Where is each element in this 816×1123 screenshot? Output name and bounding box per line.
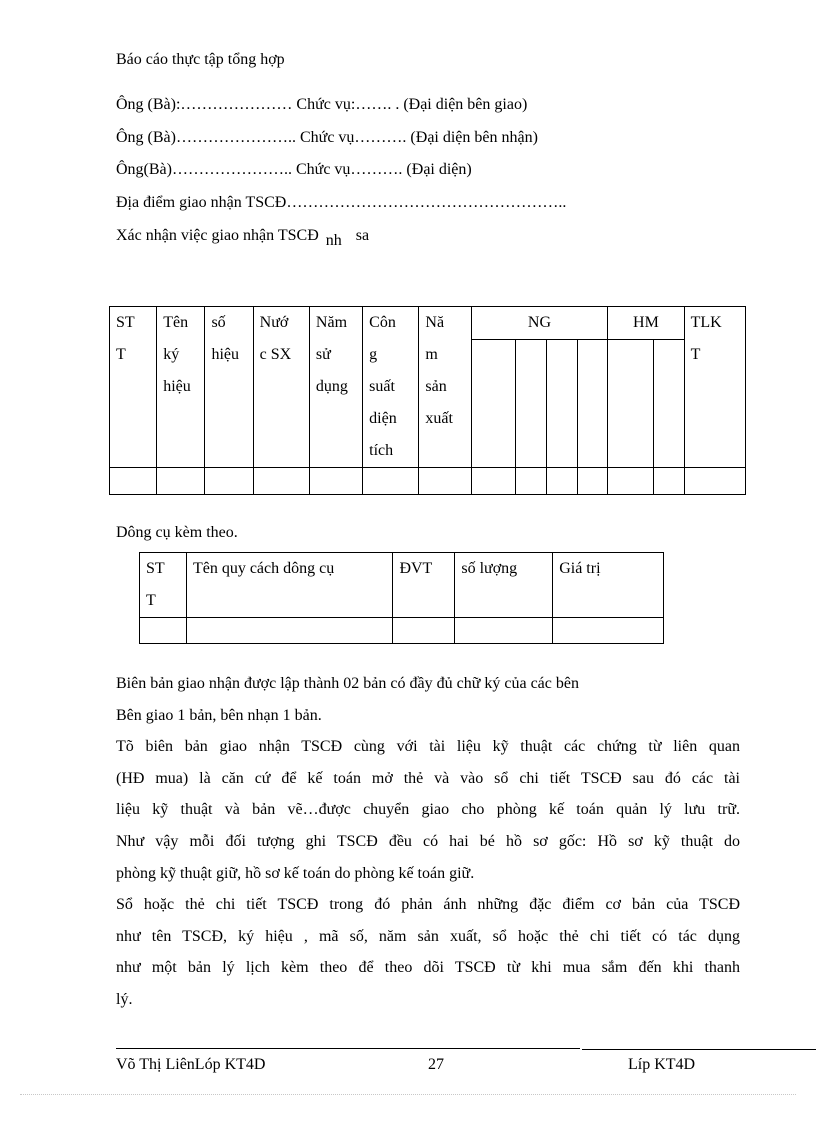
body-line: (HĐ mua) là căn cứ để kế toán mở thẻ và vào sổ chi tiết TSCĐ sau đó các tài (116, 769, 740, 787)
table-cell (309, 468, 362, 495)
body-line: phòng kỹ thuật giữ, hồ sơ kế toán do phòng kế toán giữ. (116, 864, 475, 882)
footer-rule-left (116, 1048, 580, 1049)
body-line: Bên giao 1 bản, bên nhạn 1 bản. (116, 706, 322, 724)
table-cell (578, 468, 608, 495)
body-line: lý. (116, 990, 133, 1008)
table-cell (363, 468, 419, 495)
th2-so-luong: số lượng (455, 553, 553, 618)
th-ng: NG (471, 307, 608, 340)
th2-stt: ST T (140, 553, 187, 618)
table-cell (205, 468, 253, 495)
ng-sub-cell (515, 340, 546, 468)
page-header: Báo cáo thực tập tổng hợp (116, 51, 285, 68)
footer-page-number: 27 (428, 1056, 444, 1073)
th-nam-san-xuat: Nă m sản xuất (419, 307, 471, 468)
table-cell (684, 468, 745, 495)
th-cong-suat: Côn g suất diện tích (363, 307, 419, 468)
th-ten-ky-hieu: Tên ký hiệu (157, 307, 205, 468)
table-cell (393, 618, 455, 644)
th-so-hieu: số hiệu (205, 307, 253, 468)
th-stt: ST T (110, 307, 157, 468)
table-cell (654, 468, 684, 495)
table-cell (455, 618, 553, 644)
table-cell (253, 468, 309, 495)
party-nhan-line: Ông (Bà)………………….. Chức vụ………. (Đại diện bên nhận) (116, 129, 538, 146)
hm-sub-cell (654, 340, 684, 468)
th-nam-su-dung: Năm sử dụng (309, 307, 362, 468)
tools-label: Dông cụ kèm theo. (116, 524, 238, 541)
confirmation-suffix-a: nh (325, 232, 342, 249)
body-line: Tõ biên bản giao nhận TSCĐ cùng với tài liệu kỹ thuật các chứng từ liên quan (116, 738, 740, 756)
table-cell (608, 468, 654, 495)
table-cell (157, 468, 205, 495)
ng-sub-cell (546, 340, 577, 468)
table-cell (515, 468, 546, 495)
table-cell (186, 618, 393, 644)
body-line: như tên TSCĐ, ký hiệu , mã số, năm sản xuất, sổ hoặc thẻ chi tiết có tác dụng (116, 927, 740, 945)
table-cell (553, 618, 664, 644)
body-line: Sổ hoặc thẻ chi tiết TSCĐ trong đó phản ánh những đặc điểm cơ bản của TSCĐ (116, 896, 740, 914)
body-line: như một bản lý lịch kèm theo để theo dõi TSCĐ từ khi mua sắm đến khi thanh (116, 959, 740, 977)
ng-sub-cell (471, 340, 515, 468)
location-line: Địa điểm giao nhận TSCĐ…………………………………………….. (116, 194, 567, 211)
party-giao-line: Ông (Bà):………………… Chức vụ:……. . (Đại diện bên giao) (116, 96, 528, 113)
table-cell (140, 618, 187, 644)
th-tlkt: TLK T (684, 307, 745, 468)
body-line: Biên bản giao nhận được lập thành 02 bản có đầy đủ chữ ký của các bên (116, 675, 579, 692)
th2-ten-quy-cach: Tên quy cách dông cụ (186, 553, 393, 618)
body-text (116, 668, 740, 1016)
table-cell (546, 468, 577, 495)
tools-table (139, 552, 664, 644)
body-line: liệu kỹ thuật và bản vẽ…được chuyển giao cho phòng kế toán quản lý lưu trữ. (116, 801, 740, 819)
th-hm: HM (608, 307, 684, 340)
confirmation-line (116, 227, 370, 249)
th2-dvt: ĐVT (393, 553, 455, 618)
th2-gia-tri: Giá trị (553, 553, 664, 618)
confirmation-suffix-b: sa (355, 227, 370, 244)
th-nuoc-sx: Nướ c SX (253, 307, 309, 468)
hm-sub-cell (608, 340, 654, 468)
party-representative-line: Ông(Bà)………………….. Chức vụ………. (Đại diện) (116, 161, 472, 178)
ng-sub-cell (578, 340, 608, 468)
table-cell (110, 468, 157, 495)
table-cell (471, 468, 515, 495)
page-bottom-dotted-line (20, 1094, 796, 1095)
confirmation-text: Xác nhận việc giao nhận TSCĐ (116, 227, 319, 244)
footer-class: Líp KT4D (628, 1056, 696, 1073)
footer-rule-right (582, 1049, 816, 1050)
table-cell (419, 468, 471, 495)
tscd-table (109, 306, 746, 495)
body-line: Như vậy mỗi đối tượng ghi TSCĐ đều có hai bé hồ sơ gốc: Hồ sơ kỹ thuật do (116, 832, 740, 850)
footer-author: Võ Thị LiênLóp KT4D (116, 1056, 266, 1073)
